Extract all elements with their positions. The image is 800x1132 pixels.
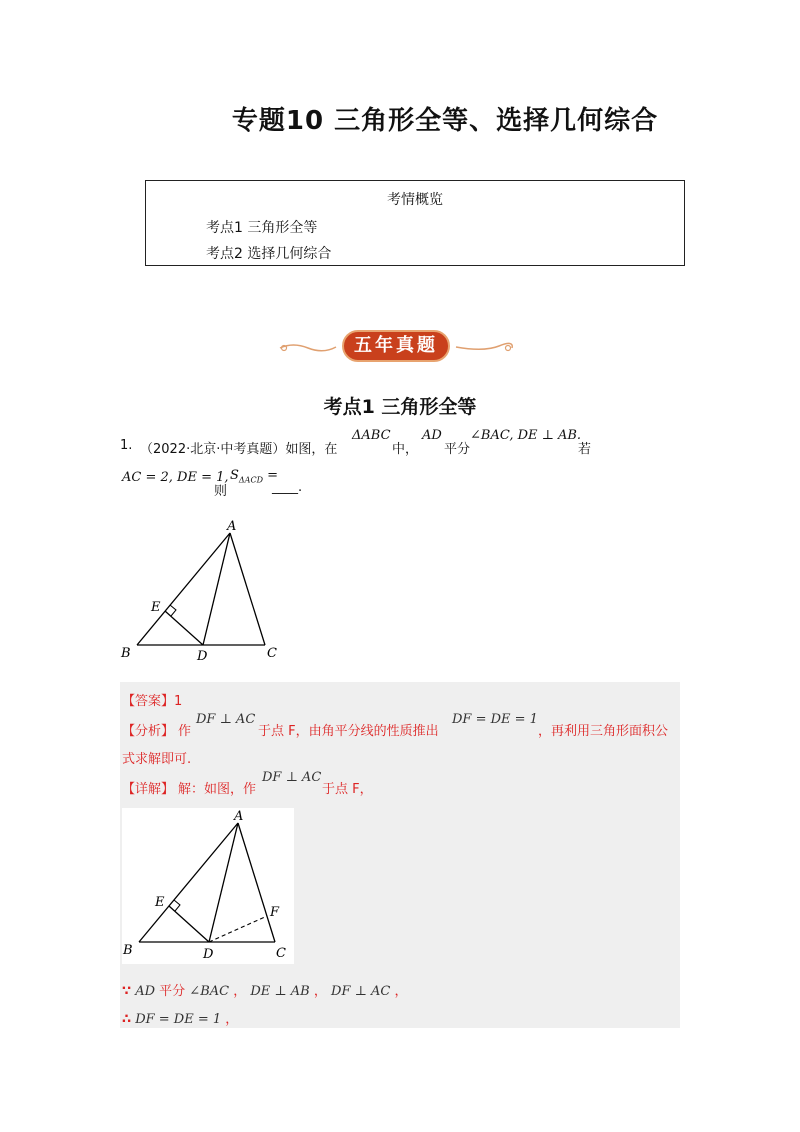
page-title: 专题10 三角形全等、选择几何综合 xyxy=(231,106,659,136)
question-number: 1. xyxy=(120,438,133,453)
segment-ac xyxy=(230,533,265,645)
detail-post: 于点 F， xyxy=(322,782,373,797)
segment-de-2 xyxy=(169,906,209,942)
geometry-figure-1 xyxy=(115,515,285,665)
proof-sep-2: ， xyxy=(313,984,327,999)
proof-math-angle: ∠BAC xyxy=(189,984,230,999)
proof-text-bisects: 平分 xyxy=(159,984,186,999)
detail-math: DF ⊥ AC xyxy=(262,770,322,785)
label-e: E xyxy=(151,600,161,615)
label-a: A xyxy=(227,519,237,534)
swirl-ornament-left-icon xyxy=(278,340,338,354)
detail-tag: 【详解】 xyxy=(122,782,175,797)
answer-value: 1 xyxy=(174,694,183,709)
proof-math-ad: AD xyxy=(135,984,155,999)
area-s: S xyxy=(230,468,239,483)
geometry-figure-2 xyxy=(115,805,300,965)
proof-math-equal: DF = DE = 1 xyxy=(135,1012,222,1027)
right-angle-mark xyxy=(170,605,176,616)
proof-line-2 xyxy=(122,1008,238,1027)
label-d: D xyxy=(197,649,208,664)
overview-item-1: 考点1 三角形全等 xyxy=(206,220,318,236)
label-b-2: B xyxy=(123,943,133,958)
overview-heading: 考情概览 xyxy=(387,192,443,208)
proof-math-df: DF ⊥ AC xyxy=(331,984,391,999)
analysis-mid: 于点 F，由角平分线的性质推出 xyxy=(258,724,439,739)
because-symbol: ∵ xyxy=(122,984,132,999)
question-text-if: 若 xyxy=(578,442,592,457)
segment-df-dashed xyxy=(209,916,267,942)
answer-blank: ____. xyxy=(272,480,303,495)
analysis-line-2: 式求解即可. xyxy=(122,752,192,767)
overview-item-2: 考点2 选择几何综合 xyxy=(206,246,332,262)
proof-end: ， xyxy=(225,1012,239,1027)
label-f-2: F xyxy=(270,905,280,920)
therefore-symbol: ∴ xyxy=(122,1012,132,1027)
question-text-then: 则 xyxy=(214,484,228,499)
proof-line-1 xyxy=(122,980,407,999)
math-area-symbol xyxy=(230,468,278,485)
label-c: C xyxy=(267,646,277,661)
overview-box xyxy=(145,180,685,266)
segment-de xyxy=(165,611,203,645)
label-c-2: C xyxy=(276,946,286,961)
section-banner xyxy=(278,330,514,364)
math-condition: ∠BAC, DE ⊥ AB. xyxy=(470,428,582,443)
proof-sep-3: ， xyxy=(394,984,408,999)
analysis-tag: 【分析】 xyxy=(122,724,175,739)
question-text-in: 中， xyxy=(392,442,419,457)
question-text-bisects: 平分 xyxy=(444,442,471,457)
analysis-pre: 作 xyxy=(178,724,192,739)
question-source: （2022·北京·中考真题）如图，在 xyxy=(140,442,338,457)
analysis-math-2: DF = DE = 1 xyxy=(452,712,538,727)
label-d-2: D xyxy=(203,947,214,962)
proof-sep-1: ， xyxy=(233,984,247,999)
label-e-2: E xyxy=(155,895,165,910)
analysis-post: ，再利用三角形面积公 xyxy=(538,724,669,739)
segment-ac-2 xyxy=(238,823,275,942)
right-angle-mark-2 xyxy=(174,900,180,911)
math-triangle-abc: ΔABC xyxy=(352,428,391,443)
detail-pre: 解：如图，作 xyxy=(178,782,257,797)
section-heading: 考点1 三角形全等 xyxy=(323,396,477,418)
label-b: B xyxy=(121,646,131,661)
analysis-math-1: DF ⊥ AC xyxy=(196,712,256,727)
math-given: AC = 2, DE = 1, xyxy=(122,470,229,485)
proof-math-de: DE ⊥ AB xyxy=(250,984,310,999)
area-equals: = xyxy=(263,468,279,483)
answer-line xyxy=(122,690,182,709)
banner-badge: 五年真题 xyxy=(342,330,450,362)
answer-tag: 【答案】 xyxy=(122,694,175,709)
label-a-2: A xyxy=(234,809,244,824)
math-ad: AD xyxy=(422,428,442,443)
swirl-ornament-right-icon xyxy=(454,340,514,354)
area-subscript: ΔACD xyxy=(238,475,263,485)
